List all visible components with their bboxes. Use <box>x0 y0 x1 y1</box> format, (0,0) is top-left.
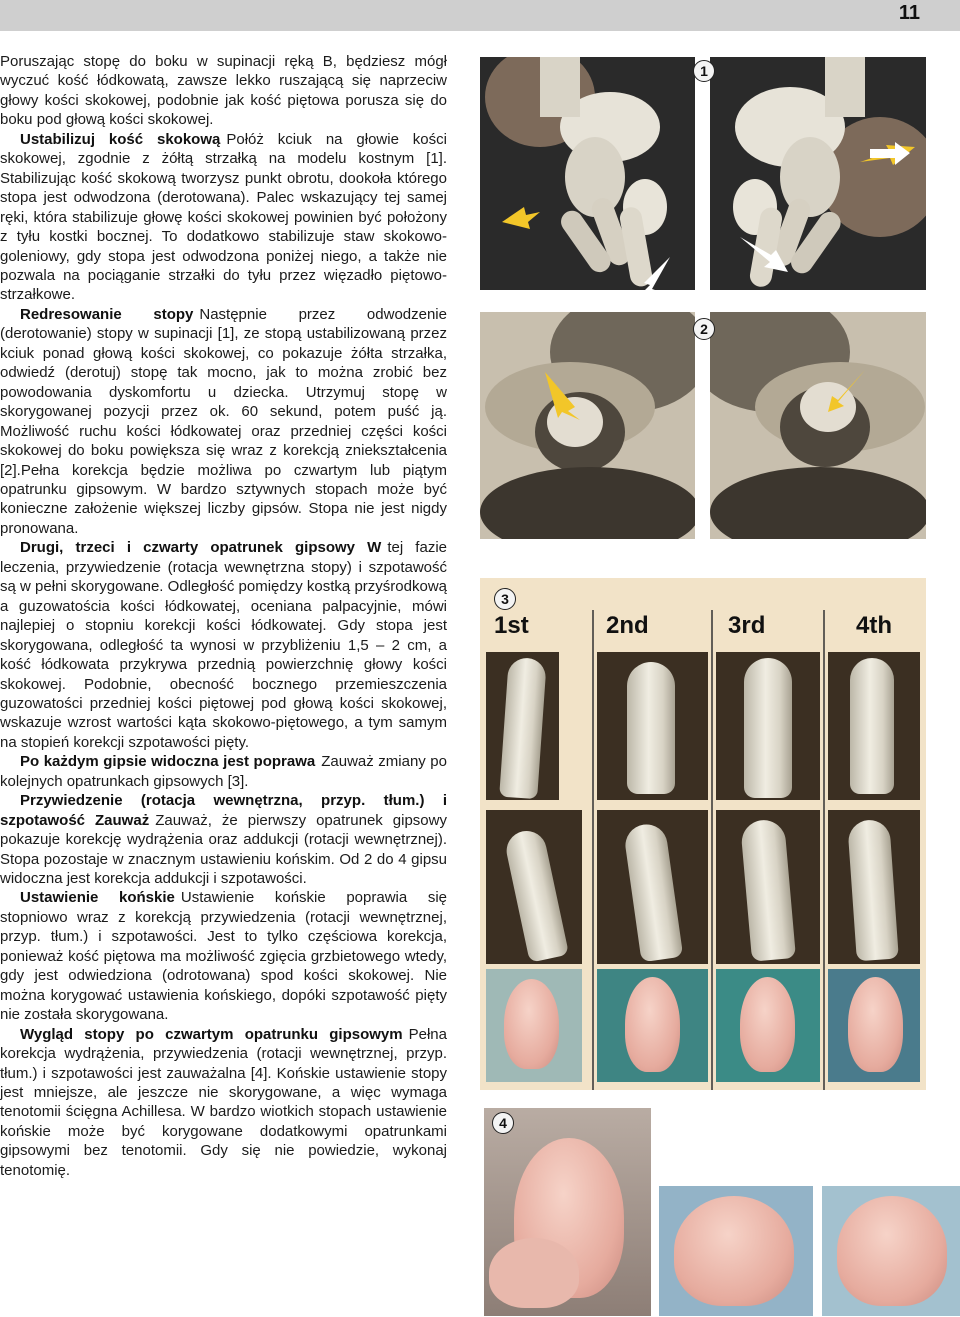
figure-1-badge: 1 <box>693 60 715 82</box>
page-number: 11 <box>898 2 920 24</box>
foot-photo-2nd <box>597 969 708 1082</box>
paragraph-after-fourth-cast <box>0 1025 447 1181</box>
paragraph-heading: Drugi, trzeci i czwarty opatrunek gipsowy W <box>20 539 382 557</box>
page-header-bar <box>0 0 960 31</box>
paragraph-stabilize-talus <box>0 130 447 305</box>
foot-photo-1st <box>486 969 582 1082</box>
cast-4th-top <box>828 652 920 800</box>
paragraph-improvement <box>0 752 447 791</box>
cast-1st-side <box>486 810 582 964</box>
paragraph-redress <box>0 305 447 538</box>
paragraph-heading: Po każdym gipsie widoczna jest poprawa <box>20 753 316 771</box>
paragraph-casts-2-4 <box>0 538 447 752</box>
figure-1-left-bone-model <box>480 57 695 290</box>
thumb-on-foot-photo <box>710 312 926 539</box>
bone-model-illustration <box>710 57 926 290</box>
paragraph-heading: Ustabilizuj kość skokową <box>20 130 221 148</box>
foot-photo-4th <box>828 969 920 1082</box>
thumb-on-foot-photo <box>480 312 695 539</box>
paragraph-heading: Redresowanie stopy <box>20 305 194 323</box>
figure-2-right-photo <box>710 312 926 539</box>
figure-4-heel-photo-a <box>659 1186 813 1316</box>
paragraph-intro <box>0 52 447 130</box>
text-column <box>0 52 447 1180</box>
foot-photo-3rd <box>716 969 820 1082</box>
figure-3-badge: 3 <box>494 588 516 610</box>
cast-label-3rd: 3rd <box>728 612 766 639</box>
cast-label-4th: 4th <box>856 612 892 639</box>
figure-4-heel-photo-b <box>822 1186 960 1316</box>
figure-4-badge: 4 <box>492 1112 514 1134</box>
cast-1st-top <box>486 652 559 800</box>
paragraph-text: Pełna korekcja wydrążenia, przywiedzenia (rotacji wewnętrznej, przyp. tłum.) i szpotawości jest zauważalna [4]. Końskie ustawienie stopy jest mniejsze, ale jeszcze nie skorygowane, a więc wymaga tenotomii ścięgna Achillesa. W bardzo wiotkich stopach ustawienie końskie może być korygowane dodatkowymi opatrunkami gipsowymi bez tenotomii. Gdy się nie powiedzie, wykonaj tenotomię. <box>0 1025 447 1179</box>
figure-2-badge: 2 <box>693 318 715 340</box>
cast-label-1st: 1st <box>494 612 529 639</box>
cast-2nd-top <box>597 652 708 800</box>
cast-3rd-top <box>716 652 820 800</box>
paragraph-heading: Ustawienie końskie <box>20 889 175 907</box>
cast-label-2nd: 2nd <box>606 612 649 639</box>
cast-3rd-side <box>716 810 820 964</box>
paragraph-text: Zauważ, że pierwszy opatrunek gipsowy pokazuje korekcję wydrążenia oraz addukcji (rotacji wewnętrznej). Stopa pozostaje w znacznym ustawieniu końskim. Od 2 do 4 gipsu widoczna jest korekcja addukcji i szpotawości. <box>0 811 447 888</box>
paragraph-equinus <box>0 888 447 1024</box>
paragraph-heading: Wygląd stopy po czwartym opatrunku gipsowym <box>20 1025 403 1043</box>
paragraph-text: Połóż kciuk na głowie kości skokowej, zgodnie z żółtą strzałką na modelu kostnym [1]. Stabilizując kość skokową tworzysz punkt obrotu, dookoła którego stopa jest odwodzona (derotowana). Palec wskazujący tej samej ręki, która stabilizuje głowę kości skokowej powinien być położony z tyłu kostki bocznej. To dodatkowo stabilizuje staw skokowo-goleniowy, gdy stopa jest odwodzona poniżej niego, a także nie pozwala na pociąganie strzałki do tyłu przez więzadło piętowo-strzałkowe. <box>0 130 447 304</box>
paragraph-text: Następnie przez odwodzenie (derotowanie) stopy w supinacji [1], ze stopą ustabilizowaną przez kciuk ponad głową kości skokowej, co pokazuje żółta strzałka, odwiedź (derotuj) stopę tak mocno, jak to można zrobić bez powodowania dyskomfortu u dziecka. Utrzymuj stopę w skorygowanej pozycji przez ok. 60 sekund, potem puść ją. Możliwość ruchu kości łódkowatej oraz przedniej części kości skokowej do boku powiększa się wraz z korekcją zniekształcenia [2].Pełna korekcja będzie możliwa po czwartym lub piątym opatrunku gipsowym. W bardzo sztywnych stopach może być konieczne założenie większej liczby gipsów. Stopa nie jest nigdy pronowana. <box>0 305 447 537</box>
paragraph-text: Ustawienie końskie poprawia się stopniowo wraz z korekcją przywiedzenia (rotacji wewnętrznej, przyp. tłum.) i szpotawości. Jest to tylko częściowa korekcja, ponieważ kość piętowa ma możliwość zgięcia grzbietowego wtedy, gdy jest odwiedziona (odrotowana) spod kości skokowej. Nie można korygować ustawienia końskiego, dopóki szpotawość pięty nie została skorygowana. <box>0 889 447 1024</box>
paragraph-adduction-varus <box>0 791 447 888</box>
figure-2-left-photo <box>480 312 695 539</box>
cast-2nd-side <box>597 810 708 964</box>
figure-4-main-photo <box>484 1108 651 1316</box>
cast-4th-side <box>828 810 920 964</box>
paragraph-text: Zauważ zmiany po kolejnych opatrunkach gipsowych [3]. <box>0 753 447 790</box>
paragraph-heading: Przywiedzenie (rotacja wewnętrzna, przyp. tłum.) i szpotawość Zauważ <box>0 792 447 829</box>
bone-model-illustration <box>480 57 695 290</box>
paragraph-text: Poruszając stopę do boku w supinacji ręką B, będziesz mógł wyczuć kość łódkowatą, zawsze lekko ruszającą się naprzeciw głowy kości skokowej, podobnie jak kość piętowa porusza się do boku pod głową kości skokowej. <box>0 53 447 129</box>
paragraph-text: tej fazie leczenia, przywiedzenie (rotacja wewnętrzna stopy) i szpotawość są w pełni skorygowane. Odległość pomiędzy kostką przyśrodkową a guzowatościa kości łódkowatej, oceniana palpacyjnie, mówi najlepiej o stopniu korekcji kości łódkowatej. Gdy stopa jest skorygowana, odległość ta wynosi w przybliżeniu 1,5 – 2 cm, a kość łódkowata przykrywa przednią powierzchnię głowy kości skokowej. Podobnie, obecność bocznego przemieszczenia guzowatości przedniej kości piętowej pod głową kości skokowej, wskazuje wzrost wartości kąta skokowo-piętowego, a tym samym na stopień korekcji szpotawości pięty. <box>0 539 447 751</box>
figure-1-right-bone-model <box>710 57 926 290</box>
